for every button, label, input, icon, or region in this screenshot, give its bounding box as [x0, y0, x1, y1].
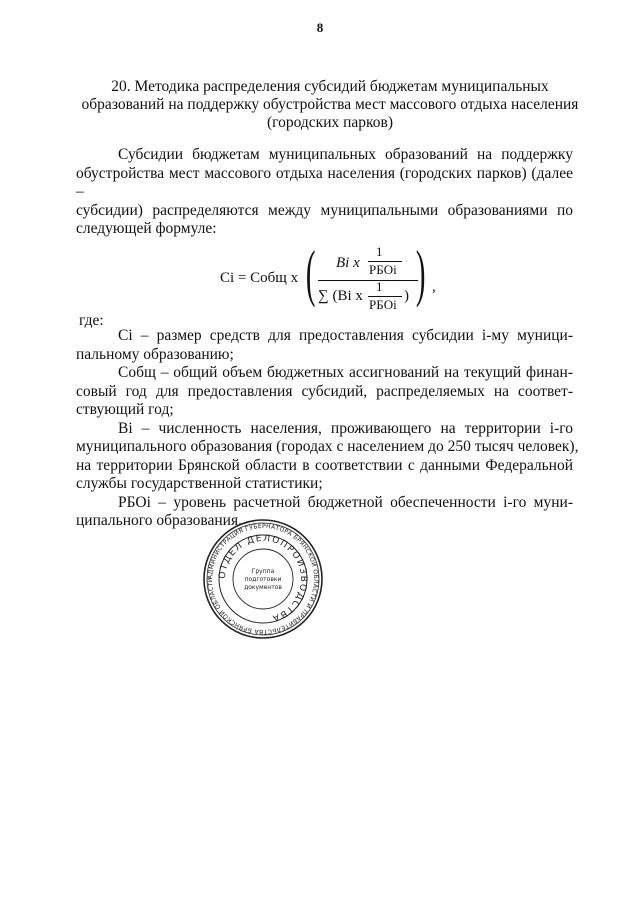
stamp-center-line-1: Группа [251, 568, 275, 575]
definition-line: Cобщ – общий объем бюджетных ассигнований на текущий финан- [118, 364, 573, 381]
definition-line: РБОi – уровень расчетной бюджетной обеспеченности i-го муни- [118, 493, 573, 511]
formula-numerator-one: 1 [376, 244, 383, 259]
stamp-inner-text-path: ОТДЕЛ ДЕЛОПРОИЗВОДСТВА [217, 533, 309, 624]
intro-paragraph [76, 146, 573, 239]
definition-line: пальному образованию; [76, 345, 234, 363]
definition-line: Bi – численность населения, проживающего на территории i-го [118, 419, 573, 437]
definition-line: совый год для предоставления субсидий, распределяемых на соответ- [76, 382, 573, 400]
formula-numerator-rbo: РБOi [369, 262, 397, 277]
page-number: 8 [316, 20, 324, 35]
intro-line: Субсидии бюджетам муниципальных образований на поддержку [118, 146, 573, 163]
definition-line: ципального образования. [76, 512, 242, 529]
heading-line-2: образований на поддержку обустройства мест массового отдыха населения [81, 96, 579, 113]
definition-line: ствующий год; [76, 401, 174, 418]
stamp-center-line-3: документов [244, 584, 282, 591]
definition-line: службы государственной статистики; [76, 475, 323, 492]
intro-line: субсидии) распределяются между муниципальными образованиями по [76, 201, 573, 219]
stamp-center-line-2: подготовки [244, 576, 282, 583]
stamp-outer-text-path: АДМИНИСТРАЦИЯ ГУБЕРНАТОРА БРЯНСКОЙ ОБЛАСТИ И ПРАВИТЕЛЬСТВА БРЯНСКОЙ ОБЛАСТИ [206, 522, 320, 636]
formula-close-paren: ) [415, 237, 426, 308]
formula-denominator-sum: ∑ (Bi x [318, 288, 363, 304]
definition-line: на территории Брянской области в соответствии с данными Федеральной [76, 456, 573, 474]
formula-denominator-close: ) [404, 288, 409, 304]
definition-line: муниципального образования (городах с населением до 250 тысяч человек), [76, 438, 579, 455]
intro-line: следующей формуле: [76, 220, 217, 237]
where-label: где: [79, 312, 104, 329]
distribution-formula [220, 237, 460, 313]
section-heading [80, 78, 580, 132]
definition-line: Ci – размер средств для предоставления субсидии i-му муници- [118, 327, 573, 344]
formula-main-fraction-line [318, 280, 418, 281]
formula-numerator-b: Bi x [336, 255, 360, 271]
formula-open-paren: ( [305, 237, 316, 308]
formula-denominator-rbo: РБOi [369, 297, 397, 312]
heading-line-3: (городских парков) [266, 114, 394, 131]
department-stamp [202, 518, 324, 640]
formula-denominator-one: 1 [376, 279, 383, 294]
formula-comma: , [432, 279, 436, 295]
heading-line-1: 20. Методика распределения субсидий бюджетам муниципальных [111, 78, 549, 95]
intro-line: обустройства мест массового отдыха населения (городских парков) (далее – [76, 164, 573, 200]
formula-lhs: Ci = Cобщ x [220, 270, 299, 286]
definitions-list [76, 327, 579, 531]
